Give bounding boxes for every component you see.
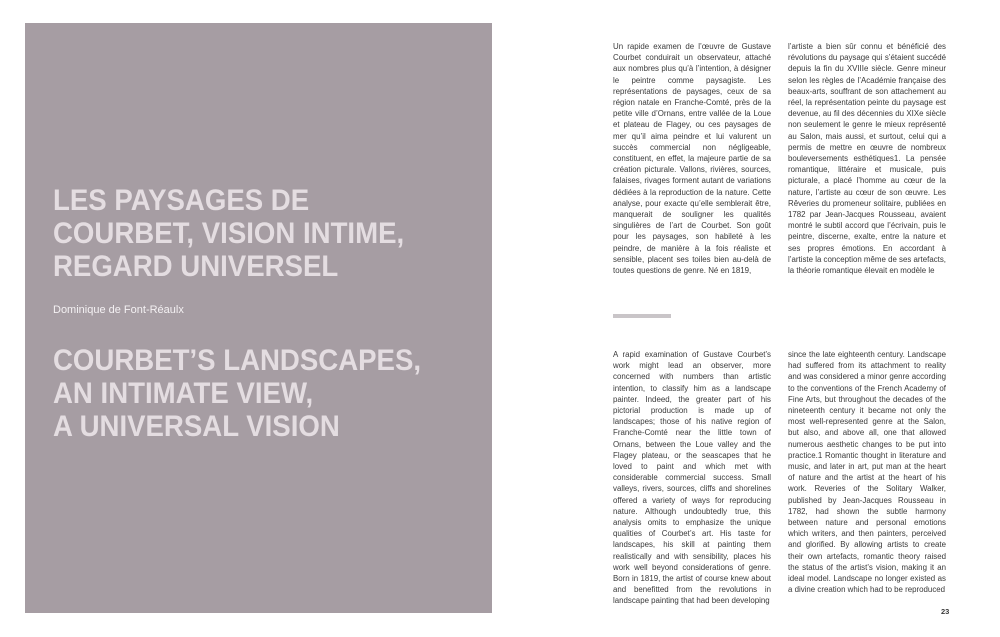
english-text-column-2: since the late eighteenth century. Landscape had suffered from its attachment to reality and was considered a minor genre according to the conventions of the French Academy of Fine Arts, but throughout the decades of the nineteenth century it became not only the most well-represented genre at the Salon, but also, and above all, one that allowed numerous aesthetic changes to be put into practice.1 Romantic thought in literature and music, and later in art, put man at the heart of nature and the artist at the heart of his work. Reveries of the Solitary Walker, published by Jean-Jacques Rousseau in 1782, had shown the subtle harmony between nature and personal emotions which writers, and then painters, perceived and glorified. By allowing artists to create their own artefacts, romantic theory raised the status of the artist’s vision, making it an ideal model. Landscape no longer existed as a divine creation which had to be reproduced xyxy=(788,350,946,595)
title-panel xyxy=(25,23,492,613)
english-title: COURBET’S LANDSCAPES, AN INTIMATE VIEW, A UNIVERSAL VISION xyxy=(53,344,422,443)
french-text-column-1: Un rapide examen de l’œuvre de Gustave Courbet conduirait un observateur, attaché aux nombres plus qu’à l’intention, à désigner le peintre comme paysagiste. Les représentations de paysages, ceux de sa région natale en Franche-Comté, près de la petite ville d’Ornans, entre vallée de la Loue et plateau de Flagey, ou ces paysages de mer qu’il aima peindre et lui valurent un succès commercial non négligeable, constituent, en effet, la majeure partie de sa création picturale. Vallons, rivières, sources, falaises, rivages forment autant de variations dédiées à la reproduction de la nature. Cette analyse, pour exacte qu’elle semblerait être, manquerait de souligner les qualités singulières de l’art de Courbet. Son goût pour les paysages, son habileté à les peindre, de manière à la fois réaliste et sensible, placent ses toiles bien au-delà de toutes questions de genre. Né en 1819, xyxy=(613,42,771,276)
page-number: 23 xyxy=(941,607,950,616)
french-title: LES PAYSAGES DE COURBET, VISION INTIME, REGARD UNIVERSEL xyxy=(53,184,405,283)
french-text-column-2: l’artiste a bien sûr connu et bénéficié des révolutions du paysage qui s’étaient succédé depuis la fin du XVIIIe siècle. Genre mineur selon les règles de l’Académie française des beaux-arts, souffrant de son attachement au réel, la représentation peinte du paysage est devenue, au fil des décennies du XIXe siècle non seulement le genre le mieux représenté au Salon, mais aussi, et surtout, celui qui a permis de mettre en œuvre de nombreux bouleversements esthétiques1. La pensée romantique, littéraire et musicale, puis picturale, a placé l’homme au cœur de la nature, l’artiste au cœur de son œuvre. Les Rêveries du promeneur solitaire, publiées en 1782 par Jean-Jacques Rousseau, avaient montré le subtil accord que l’écrivain, puis le peintre, discerne, exalte, entre la nature et ses propres émotions. En accordant à l’artiste la conception même de ses artefacts, la théorie romantique élevait en modèle le xyxy=(788,42,946,276)
author-name: Dominique de Font-Réaulx xyxy=(53,304,184,316)
english-text-column-1: A rapid examination of Gustave Courbet’s work might lead an observer, more concerned with numbers than artistic intention, to classify him as a landscape painter. Indeed, the greater part of his pictorial production is made up of landscapes; those of his native region of Franche-Comté near the little town of Ornans, between the Loue valley and the Flagey plateau, or the seascapes that he loved to paint and which met with considerable commercial success. Small valleys, rivers, sources, cliffs and shorelines offered a variety of ways for reproducing nature. Although undoubtedly true, this analysis omits to emphasize the unique qualities of Courbet’s art. His taste for landscapes, his skill at painting them realistically and with sensibility, places his work well beyond considerations of genre. Born in 1819, the artist of course knew about and benefitted from the revolutions in landscape painting that had been developing xyxy=(613,350,771,606)
language-divider xyxy=(613,314,671,318)
